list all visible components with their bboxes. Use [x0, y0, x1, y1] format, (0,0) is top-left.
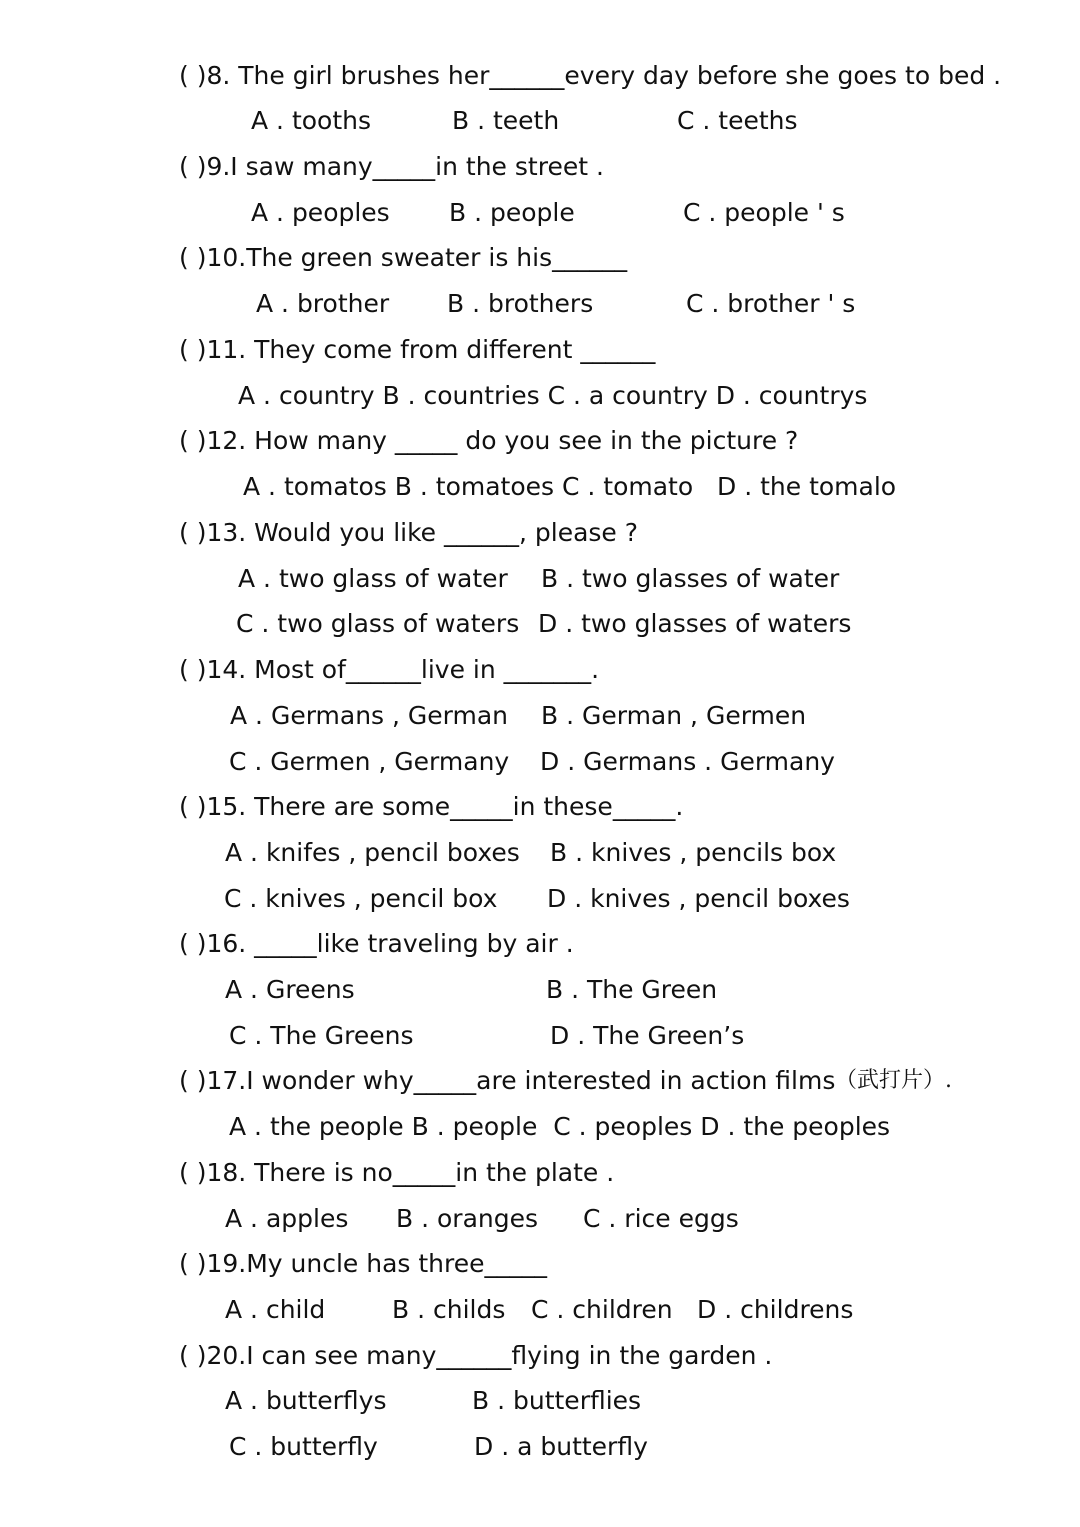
- question-9-option-a: A . peoples: [251, 198, 390, 227]
- question-10-stem: ( )10.The green sweater is his______: [179, 243, 628, 272]
- question-19-option-a: A . child: [225, 1295, 326, 1324]
- question-18-option-c: C . rice eggs: [583, 1204, 739, 1233]
- question-16-option-b: B . The Green: [546, 975, 718, 1004]
- question-15-stem: ( )15. There are some_____in these_____.: [179, 792, 684, 821]
- question-20-option-a: A . butterflys: [225, 1386, 387, 1415]
- question-17-stem: ( )17.I wonder why_____are interested in action films: [179, 1066, 836, 1095]
- question-9-option-c: C . people ' s: [683, 198, 845, 227]
- question-20-stem: ( )20.I can see many______flying in the garden .: [179, 1341, 773, 1370]
- question-11-options: A . country B . countries C . a country D . countrys: [238, 381, 868, 410]
- question-17-options: A . the people B . people C . peoples D . the peoples: [229, 1112, 891, 1141]
- question-12-stem: ( )12. How many _____ do you see in the picture ?: [179, 426, 799, 455]
- question-15-option-d: D . knives , pencil boxes: [547, 884, 850, 913]
- question-14-option-c: C . Germen , Germany: [229, 747, 510, 776]
- question-14-option-a: A . Germans , German: [230, 701, 509, 730]
- question-16-option-d: D . The Green’s: [550, 1021, 745, 1050]
- question-19-stem: ( )19.My uncle has three_____: [179, 1249, 548, 1278]
- question-8-option-c: C . teeths: [677, 106, 798, 135]
- question-8-option-a: A . tooths: [251, 106, 372, 135]
- question-13-option-b: B . two glasses of water: [541, 564, 840, 593]
- question-19-option-c: C . children: [531, 1295, 673, 1324]
- question-8-option-b: B . teeth: [452, 106, 560, 135]
- question-14-option-d: D . Germans . Germany: [540, 747, 835, 776]
- question-13-stem: ( )13. Would you like ______, please ?: [179, 518, 639, 547]
- question-16-option-a: A . Greens: [225, 975, 355, 1004]
- question-17-note: （武打片）.: [835, 1068, 952, 1093]
- question-16-option-c: C . The Greens: [229, 1021, 414, 1050]
- question-16-stem: ( )16. _____like traveling by air .: [179, 929, 574, 958]
- question-18-option-b: B . oranges: [396, 1204, 539, 1233]
- question-10-option-a: A . brother: [256, 289, 390, 318]
- question-19-option-b: B . childs: [392, 1295, 506, 1324]
- question-15-option-c: C . knives , pencil box: [224, 884, 498, 913]
- question-12-options: A . tomatos B . tomatoes C . tomato D . the tomalo: [243, 472, 897, 501]
- question-8-stem: ( )8. The girl brushes her______every day before she goes to bed .: [179, 61, 1002, 90]
- question-15-option-b: B . knives , pencils box: [550, 838, 837, 867]
- question-20-option-b: B . butterflies: [472, 1386, 642, 1415]
- question-9-option-b: B . people: [449, 198, 575, 227]
- question-10-option-c: C . brother ' s: [686, 289, 856, 318]
- question-13-option-a: A . two glass of water: [238, 564, 508, 593]
- question-18-stem: ( )18. There is no_____in the plate .: [179, 1158, 615, 1187]
- question-10-option-b: B . brothers: [447, 289, 594, 318]
- question-15-option-a: A . knifes , pencil boxes: [225, 838, 520, 867]
- question-20-option-c: C . butterfly: [229, 1432, 378, 1461]
- question-13-option-d: D . two glasses of waters: [538, 609, 852, 638]
- question-14-option-b: B . German , Germen: [541, 701, 807, 730]
- question-11-stem: ( )11. They come from different ______: [179, 335, 656, 364]
- question-20-option-d: D . a butterfly: [474, 1432, 648, 1461]
- question-14-stem: ( )14. Most of______live in _______.: [179, 655, 600, 684]
- question-13-option-c: C . two glass of waters: [236, 609, 520, 638]
- question-9-stem: ( )9.I saw many_____in the street .: [179, 152, 604, 181]
- question-18-option-a: A . apples: [225, 1204, 349, 1233]
- question-19-option-d: D . childrens: [697, 1295, 854, 1324]
